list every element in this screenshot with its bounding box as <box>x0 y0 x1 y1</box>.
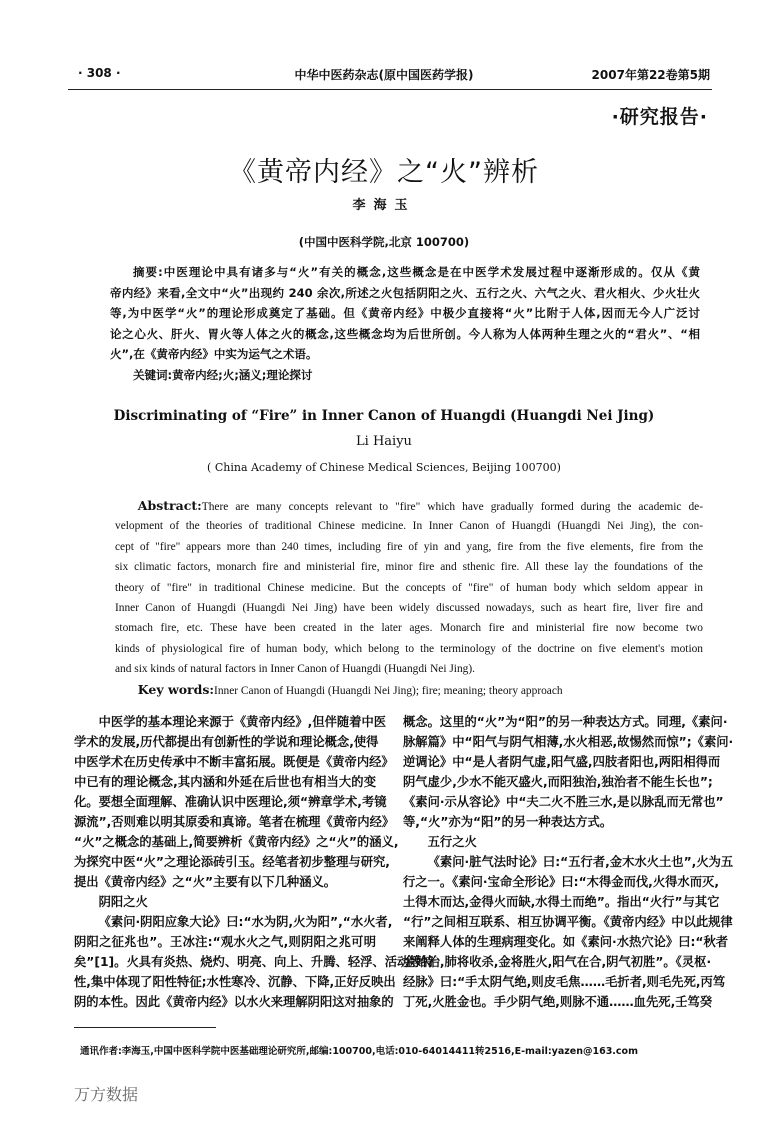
abstract-line <box>115 659 703 679</box>
abstract-label: 摘要: <box>133 265 163 279</box>
english-abstract <box>115 496 703 700</box>
body-column-right <box>403 712 734 1012</box>
section-heading: 五行之火 <box>427 835 477 849</box>
body-line: 中医学术在历史传承中不断丰富拓展。既便是《黄帝内经》 <box>74 755 394 769</box>
abstract-text: 等,为中医学“火”的理论形成奠定了基础。但《黄帝内经》中极少直接将“火”比附于人体,因而无今人广泛讨 <box>110 306 700 320</box>
header-rule <box>68 89 712 90</box>
body-column-left <box>74 712 434 1012</box>
body-line: 《素问·脏气法时论》曰:“五行者,金木水火土也”,火为五 <box>427 855 734 869</box>
body-line: 为探究中医“火”之理论添砖引玉。经笔者初步整理与研究, <box>74 855 390 869</box>
body-line: 丁死,火胜金也。手少阴气绝,则脉不通……血先死,壬笃癸 <box>403 995 713 1009</box>
body-line: 阴气虚少,少水不能灭盛火,而阳独治,独治者不能生长也”; <box>403 775 713 789</box>
abstract-text: Inner Canon of Huangdi (Huangdi Nei Jing) have been widely discussed nowadays, such as heart fire, liver fire and <box>115 601 703 614</box>
abstract-text: theory of "fire" in traditional Chinese medicine. But the concepts of "fire" of human body which seldom appear in <box>115 581 703 594</box>
body-line: 提出《黄帝内经》之“火”主要有以下几种涵义。 <box>74 875 337 889</box>
abstract-line <box>115 578 703 598</box>
body-line: 化。要想全面理解、准确认识中医理论,须“辨章学术,考镜 <box>74 795 387 809</box>
abstract-text: kinds of physiological fire of human body, which belong to the terminology of the doctrine on five element's motion <box>115 642 703 655</box>
keywords-label: 关键词: <box>133 367 173 382</box>
body-line: 脉解篇》中“阳气与阴气相薄,水火相恶,故惕然而惊”;《素问· <box>403 735 734 749</box>
body-line: 等,“火”亦为“阳”的另一种表达方式。 <box>403 815 613 829</box>
body-line: 金始治,肺将收杀,金将胜火,阳气在合,阴气初胜”。《灵枢· <box>403 955 712 969</box>
english-affiliation: ( China Academy of Chinese Medical Sciences, Beijing 100700) <box>207 461 561 474</box>
abstract-line <box>110 283 700 304</box>
body-line: 中医学的基本理论来源于《黄帝内经》,但伴随着中医 <box>98 715 387 729</box>
page-number: · 308 · <box>78 66 121 80</box>
body-line: 阴阳之征兆也”。王冰注:“观水火之气,则阴阳之兆可明 <box>74 935 376 949</box>
abstract-text: cept of "fire" appears more than 240 times, including fire of yin and yang, fire from the five elements, fire from the <box>115 540 703 553</box>
footnote: 通讯作者:李海玉,中国中医科学院中医基础理论研究所,邮编:100700,电话:010-64014411转2516,E-mail:yazen@163.com <box>80 1046 638 1057</box>
section-label: ·研究报告· <box>611 106 708 128</box>
english-author: Li Haiyu <box>356 434 412 449</box>
issue-info: 2007年第22卷第5期 <box>591 68 710 82</box>
abstract-line <box>115 618 703 638</box>
abstract-text: six climatic factors, monarch fire and ministerial fire, minor fire and sthenic fire. All these lay the foundations of the <box>115 561 703 574</box>
keywords: Inner Canon of Huangdi (Huangdi Nei Jing); fire; meaning; theory approach <box>214 684 563 697</box>
body-line: 逆调论》中“是人者阴气虚,阳气盛,四肢者阳也,两阳相得而 <box>403 755 721 769</box>
body-line: 《素问·阴阳应象大论》曰:“水为阴,火为阳”,“水火者, <box>98 915 393 929</box>
english-title: Discriminating of “Fire” in Inner Canon of Huangdi (Huangdi Nei Jing) <box>113 408 655 424</box>
abstract-line <box>115 639 703 659</box>
footnote-rule <box>74 1027 216 1028</box>
body-line: “行”之间相互联系、相互协调平衡。《黄帝内经》中以此规律 <box>403 915 733 929</box>
abstract-line <box>110 262 700 283</box>
keywords-label: Key words: <box>137 681 215 697</box>
body-line: “火”之概念的基础上,简要辨析《黄帝内经》之“火”的涵义, <box>74 835 399 849</box>
body-line: 《素问·示从容论》中“夫二火不胜三水,是以脉乱而无常也” <box>403 795 724 809</box>
body-line: 性,集中体现了阳性特征;水性寒冷、沉静、下降,正好反映出 <box>74 975 396 989</box>
section-heading: 阴阳之火 <box>98 895 148 909</box>
abstract-line <box>115 598 703 618</box>
keywords-line <box>110 365 700 386</box>
body-line: 土得木而达,金得火而缺,水得土而绝”。指出“火行”与其它 <box>403 895 720 909</box>
author: 李海玉 <box>352 198 416 213</box>
abstract-text: 帝内经》来看,全文中“火”出现约 240 余次,所述之火包括阴阳之火、五行之火、六气之火、君火相火、少火壮火 <box>110 285 700 300</box>
abstract-line <box>115 496 703 516</box>
abstract-line <box>115 516 703 536</box>
abstract-line <box>110 324 700 345</box>
body-line: 来阐释人体的生理病理变化。如《素问·水热穴论》曰:“秋者 <box>403 935 729 949</box>
body-line: 阴的本性。因此《黄帝内经》以水火来理解阴阳这对抽象的 <box>74 995 394 1009</box>
abstract-line <box>115 557 703 577</box>
abstract-text: and six kinds of natural factors in Inner Canon of Huangdi (Huangdi Nei Jing). <box>115 663 475 676</box>
abstract-label: Abstract: <box>137 498 202 513</box>
chinese-abstract <box>110 262 700 385</box>
body-line: 矣”[1]。火具有炎热、烧灼、明亮、向上、升腾、轻浮、活动等特 <box>74 955 434 969</box>
abstract-text: 论之心火、肝火、胃火等人体之火的概念,这些概念均为后世所创。今人称为人体两种生理之火的“君火”、“相 <box>110 326 700 341</box>
abstract-line <box>110 344 700 365</box>
affiliation: (中国中医科学院,北京 100700) <box>298 235 470 249</box>
abstract-text: stomach fire, etc. These have been created in the later ages. Monarch fire and ministerial fire now become two <box>115 622 703 635</box>
keywords-line <box>115 680 703 700</box>
keywords: 黄帝内经;火;涵义;理论探讨 <box>172 367 313 382</box>
abstract-text: 中医理论中具有诸多与“火”有关的概念,这些概念是在中医学术发展过程中逐渐形成的。仅从《黄 <box>162 265 701 279</box>
body-line: 中已有的理论概念,其内涵和外延在后世也有相当大的变 <box>74 775 376 789</box>
body-line: 源流”,否则难以明其原委和真谛。笔者在梳理《黄帝内经》 <box>74 815 395 829</box>
abstract-line <box>115 537 703 557</box>
body-line: 经脉》曰:“手太阴气绝,则皮毛焦……毛折者,则毛先死,丙笃 <box>403 975 726 989</box>
body-line: 概念。这里的“火”为“阳”的另一种表达方式。同理,《素问· <box>403 715 728 729</box>
body-line: 行之一。《素问·宝命全形论》曰:“木得金而伐,火得水而灭, <box>403 875 719 889</box>
body-line: 学术的发展,历代都提出有创新性的学说和理论概念,使得 <box>74 735 379 749</box>
article-title: 《黄帝内经》之“火”辨析 <box>229 157 539 188</box>
journal-name: 中华中医药杂志(原中国医药学报) <box>294 68 474 82</box>
abstract-line <box>110 303 700 324</box>
watermark: 万方数据 <box>74 1085 139 1104</box>
abstract-text: velopment of the theories of traditional Chinese medicine. In Inner Canon of Huangdi (Huangdi Nei Jing), the con- <box>115 520 703 533</box>
abstract-text: There are many concepts relevant to "fire" which have gradually formed during the academic de- <box>201 501 703 513</box>
abstract-text: 火”,在《黄帝内经》中实为运气之术语。 <box>110 347 318 361</box>
